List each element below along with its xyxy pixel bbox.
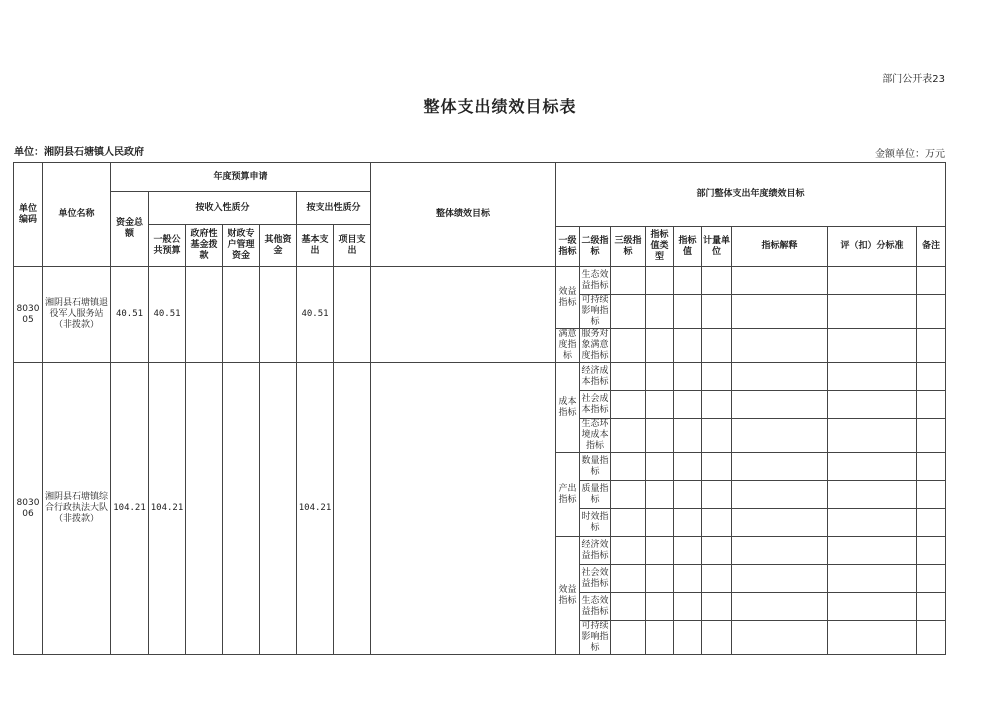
level3-indicator-cell (611, 621, 646, 655)
header-level1: 一级指标 (556, 227, 580, 267)
explanation-cell (732, 481, 828, 509)
measure-unit-cell (702, 391, 732, 419)
value-cell (674, 509, 702, 537)
level2-indicator-cell: 社会成本指标 (580, 391, 611, 419)
level2-indicator-cell: 可持续影响指标 (581, 621, 609, 653)
header-dept-indicators: 部门整体支出年度绩效目标 (556, 163, 946, 227)
page-title: 整体支出绩效目标表 (423, 97, 577, 116)
total-funds-cell: 104.21 (111, 363, 149, 655)
scoring-cell (828, 267, 917, 295)
remark-cell (917, 537, 946, 565)
measure-unit-cell (702, 565, 732, 593)
value-type-cell (646, 267, 674, 295)
value-cell (674, 565, 702, 593)
scoring-cell (828, 481, 917, 509)
header-explanation: 指标解释 (732, 227, 828, 267)
explanation-cell (732, 419, 828, 453)
value-cell (674, 537, 702, 565)
table-row (14, 363, 946, 391)
level2-indicator-cell: 可持续影响指标 (581, 295, 609, 327)
level2-indicator-cell: 质量指标 (580, 481, 611, 509)
header-fiscal-special: 财政专户管理资金 (223, 225, 260, 267)
header-overall-goal: 整体绩效目标 (371, 163, 556, 267)
value-type-cell (646, 419, 674, 453)
header-project-expense: 项目支出 (334, 225, 371, 267)
level1-indicator-cell: 效益指标 (556, 537, 580, 655)
unit-label: 单位：湘阴县石塘镇人民政府 (14, 147, 144, 158)
fiscal-special-cell (223, 267, 260, 363)
level2-indicator-cell: 经济效益指标 (580, 537, 611, 565)
remark-cell (917, 363, 946, 391)
value-cell (674, 621, 702, 655)
header-unit-code: 单位编码 (14, 163, 43, 267)
level3-indicator-cell (611, 481, 646, 509)
level3-indicator-cell (611, 537, 646, 565)
explanation-cell (732, 363, 828, 391)
other-funds-cell (260, 363, 297, 655)
project-expense-cell (334, 363, 371, 655)
header-level2: 二级指标 (580, 227, 611, 267)
level3-indicator-cell (611, 329, 646, 363)
value-type-cell (646, 329, 674, 363)
measure-unit-cell (702, 593, 732, 621)
header-by-income: 按收入性质分 (149, 192, 297, 225)
explanation-cell (732, 565, 828, 593)
header-total-funds: 资金总额 (111, 192, 149, 267)
remark-cell (917, 621, 946, 655)
value-cell (674, 267, 702, 295)
explanation-cell (732, 537, 828, 565)
basic-expense-cell: 104.21 (297, 363, 334, 655)
value-cell (674, 419, 702, 453)
explanation-cell (732, 453, 828, 481)
explanation-cell (732, 621, 828, 655)
value-type-cell (646, 593, 674, 621)
value-type-cell (646, 509, 674, 537)
level3-indicator-cell (611, 565, 646, 593)
level3-indicator-cell (611, 295, 646, 329)
header-scoring: 评（扣）分标准 (828, 227, 917, 267)
form-number: 部门公开表23 (882, 74, 945, 85)
header-measure-unit: 计量单位 (702, 227, 732, 267)
level3-indicator-cell (611, 363, 646, 391)
overall-goal-cell (371, 363, 556, 655)
scoring-cell (828, 453, 917, 481)
value-type-cell (646, 363, 674, 391)
level2-indicator-cell: 时效指标 (580, 509, 611, 537)
header-value-type: 指标值类型 (646, 227, 674, 267)
header-remark: 备注 (917, 227, 946, 267)
measure-unit-cell (702, 295, 732, 329)
value-cell (674, 363, 702, 391)
scoring-cell (828, 537, 917, 565)
level1-indicator-cell: 效益指标 (556, 267, 580, 329)
gov-fund-cell (186, 363, 223, 655)
scoring-cell (828, 329, 917, 363)
level3-indicator-cell (611, 593, 646, 621)
header-by-expense: 按支出性质分 (297, 192, 371, 225)
scoring-cell (828, 295, 917, 329)
level3-indicator-cell (611, 267, 646, 295)
table-row (14, 267, 946, 295)
remark-cell (917, 453, 946, 481)
general-budget-cell: 104.21 (149, 363, 186, 655)
value-cell (674, 453, 702, 481)
explanation-cell (732, 391, 828, 419)
money-unit-label: 金额单位：万元 (875, 149, 945, 160)
fiscal-special-cell (223, 363, 260, 655)
level2-indicator-cell: 经济成本指标 (580, 363, 611, 391)
value-type-cell (646, 295, 674, 329)
value-type-cell (646, 621, 674, 655)
header-level3: 三级指标 (611, 227, 646, 267)
value-cell (674, 295, 702, 329)
explanation-cell (732, 509, 828, 537)
remark-cell (917, 593, 946, 621)
general-budget-cell: 40.51 (149, 267, 186, 363)
value-type-cell (646, 565, 674, 593)
gov-fund-cell (186, 267, 223, 363)
explanation-cell (732, 267, 828, 295)
remark-cell (917, 509, 946, 537)
unit-code-cell: 803006 (14, 363, 43, 655)
performance-table (13, 162, 946, 655)
header-unit-name: 单位名称 (43, 163, 111, 267)
scoring-cell (828, 565, 917, 593)
measure-unit-cell (702, 363, 732, 391)
value-cell (674, 329, 702, 363)
measure-unit-cell (702, 481, 732, 509)
unit-name-cell: 湘阴县石塘镇退役军人服务站（非拨款） (43, 267, 111, 363)
scoring-cell (828, 363, 917, 391)
header-annual-budget: 年度预算申请 (111, 163, 371, 192)
measure-unit-cell (702, 419, 732, 453)
measure-unit-cell (702, 621, 732, 655)
level3-indicator-cell (611, 391, 646, 419)
explanation-cell (732, 593, 828, 621)
header-general-budget: 一般公共预算 (149, 225, 186, 267)
level2-indicator-cell: 生态环境成本指标 (581, 419, 609, 451)
level2-indicator-cell: 服务对象满意度指标 (581, 329, 609, 361)
measure-unit-cell (702, 509, 732, 537)
basic-expense-cell: 40.51 (297, 267, 334, 363)
value-type-cell (646, 481, 674, 509)
remark-cell (917, 329, 946, 363)
remark-cell (917, 295, 946, 329)
scoring-cell (828, 509, 917, 537)
overall-goal-cell (371, 267, 556, 363)
measure-unit-cell (702, 453, 732, 481)
scoring-cell (828, 593, 917, 621)
value-type-cell (646, 453, 674, 481)
remark-cell (917, 267, 946, 295)
header-basic-expense: 基本支出 (297, 225, 334, 267)
unit-code-cell: 803005 (14, 267, 43, 363)
unit-name-cell: 湘阴县石塘镇综合行政执法大队（非拨款） (43, 363, 111, 655)
total-funds-cell: 40.51 (111, 267, 149, 363)
value-type-cell (646, 391, 674, 419)
header-row-1 (14, 163, 946, 192)
header-other-funds: 其他资金 (260, 225, 297, 267)
scoring-cell (828, 621, 917, 655)
value-cell (674, 481, 702, 509)
measure-unit-cell (702, 267, 732, 295)
value-cell (674, 593, 702, 621)
scoring-cell (828, 391, 917, 419)
remark-cell (917, 419, 946, 453)
value-cell (674, 391, 702, 419)
measure-unit-cell (702, 329, 732, 363)
level3-indicator-cell (611, 453, 646, 481)
level3-indicator-cell (611, 419, 646, 453)
header-gov-fund: 政府性基金拨款 (186, 225, 223, 267)
remark-cell (917, 481, 946, 509)
project-expense-cell (334, 267, 371, 363)
measure-unit-cell (702, 537, 732, 565)
explanation-cell (732, 329, 828, 363)
header-value: 指标值 (674, 227, 702, 267)
explanation-cell (732, 295, 828, 329)
level2-indicator-cell: 生态效益指标 (580, 267, 611, 295)
remark-cell (917, 565, 946, 593)
scoring-cell (828, 419, 917, 453)
value-type-cell (646, 537, 674, 565)
level1-indicator-cell: 满意度指标 (556, 329, 580, 363)
level2-indicator-cell: 社会效益指标 (580, 565, 611, 593)
level2-indicator-cell: 数量指标 (580, 453, 611, 481)
level1-indicator-cell: 成本指标 (556, 363, 580, 453)
level3-indicator-cell (611, 509, 646, 537)
level1-indicator-cell: 产出指标 (556, 453, 580, 537)
level2-indicator-cell: 生态效益指标 (580, 593, 611, 621)
remark-cell (917, 391, 946, 419)
other-funds-cell (260, 267, 297, 363)
